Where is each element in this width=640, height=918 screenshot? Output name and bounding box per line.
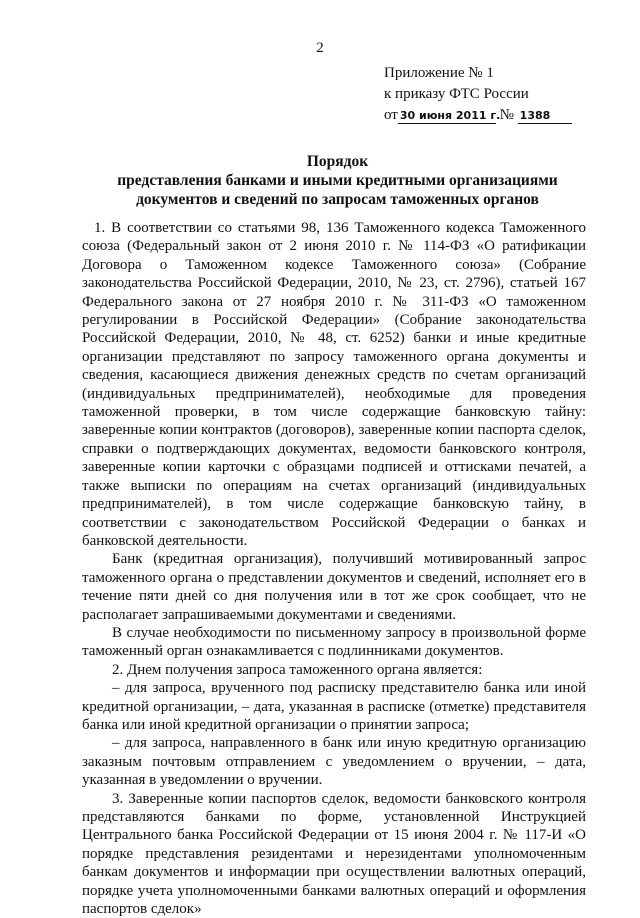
paragraph-7: 3. Заверенные копии паспортов сделок, ведомости банковского контроля представляются банками по форме, установленной Инструкцией Центрального банка Российской Федерации от 15 июня 2004 г. № 117-И «О порядке представления резидентами и нерезидентами уполномоченным банкам документов и информации при осуществлении валютных операций, порядке учета уполномоченными банками валютных операций и оформления паспортов сделок» xyxy=(82,790,586,918)
paragraph-1: 1. В соответствии со статьями 98, 136 Таможенного кодекса Таможенного союза (Федеральный закон от 2 июня 2010 г. № 114-ФЗ «О ратификации Договора о Таможенном кодексе Таможенного союза» (Собрание законодательства Российской Федерации, 2010, № 23, ст. 2796), статьей 167 Федерального закона от 27 ноября 2010 г. № 311-ФЗ «О таможенном регулировании в Российской Федерации» (Собрание законодательства Российской Федерации, 2010, № 48, ст. 6252) банки и иные кредитные организации представляют по запросу таможенного органа документы и сведения, касающиеся движения денежных средств по счетам организаций (индивидуальных предпринимателей), необходимые для проведения таможенной проверки, в том числе содержащие банковскую тайну: заверенные копии контрактов (договоров), заверенные копии паспорта сделок, справки о подтверждающих документах, ведомости банковского контроля, заверенные копии карточки с образцами подписей и оттисками печатей, а также выписки по операциям на счетах организаций (индивидуальных предпринимателей), в том числе содержащие банковскую тайну, в соответствии с законодательством Российской Федерации о банках и банковской деятельности. xyxy=(82,220,586,549)
order-number: 1388 xyxy=(518,109,572,124)
appendix-date-line xyxy=(384,105,572,126)
paragraph-3: В случае необходимости по письменному запросу в произвольной форме таможенный орган ознакамливается с подлинниками документов. xyxy=(82,624,586,660)
order-date: 30 июня 2011 г. xyxy=(399,109,501,122)
document-title xyxy=(60,152,615,209)
title-line-2: представления банками и иными кредитными организациями xyxy=(117,172,558,189)
page-number: 2 xyxy=(316,40,324,56)
paragraph-5: – для запроса, врученного под расписку представителю банка или иной кредитной организации, – дата, указанная в расписке (отметке) представителя банка или иной кредитной организации о принятии запроса; xyxy=(82,680,586,733)
paragraph-4: 2. Днем получения запроса таможенного органа является: xyxy=(112,661,483,678)
from-label: от xyxy=(384,107,398,123)
appendix-order-ref: к приказу ФТС России xyxy=(384,86,529,102)
number-label: № xyxy=(499,107,514,123)
paragraph-6: – для запроса, направленного в банк или иную кредитную организацию заказным почтовым отправлением с уведомлением о вручении, – дата, указанная в уведомлении о вручении. xyxy=(82,735,586,789)
appendix-header xyxy=(384,63,572,126)
title-line-3: документов и сведений по запросам таможенных органов xyxy=(136,191,539,208)
paragraph-2: Банк (кредитная организация), получивший мотивированный запрос таможенного органа о представлении документов и сведений, исполняет его в течение пяти дней со дня получения или в тот же срок сообщает, что не располагает запрашиваемыми документами и сведениями. xyxy=(82,551,586,623)
appendix-title: Приложение № 1 xyxy=(384,65,494,81)
title-line-1: Порядок xyxy=(306,153,369,170)
document-body xyxy=(82,219,586,918)
